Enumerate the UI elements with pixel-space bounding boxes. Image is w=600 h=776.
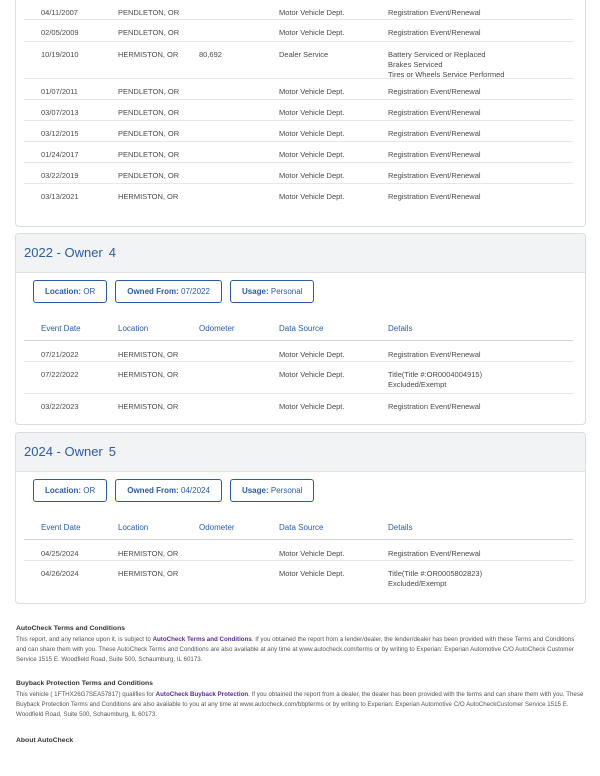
event-date-cell: 03/22/2019 <box>41 171 79 180</box>
details-line: Battery Serviced or Replaced <box>388 50 486 59</box>
table-row <box>24 561 573 593</box>
event-date-cell: 04/11/2007 <box>41 8 78 17</box>
owner-5-number: 5 <box>108 444 116 459</box>
event-date-cell: 01/24/2017 <box>41 150 79 159</box>
details-line: Tires or Wheels Service Performed <box>388 70 505 79</box>
details-line: Registration Event/Renewal <box>388 192 481 201</box>
location-cell: PENDLETON, OR <box>118 171 180 180</box>
data-source-cell: Motor Vehicle Dept. <box>279 108 345 117</box>
data-source-cell: Motor Vehicle Dept. <box>279 28 345 37</box>
table-row <box>24 79 573 100</box>
table-row <box>24 394 573 416</box>
buyback-terms-section <box>16 679 586 720</box>
location-cell: PENDLETON, OR <box>118 8 180 17</box>
owner-4-badges <box>33 280 314 303</box>
owner-4-number: 4 <box>108 245 116 260</box>
data-source-cell: Motor Vehicle Dept. <box>279 549 345 558</box>
details-line: Brakes Serviced <box>388 60 443 69</box>
owner-5-usage-badge: Usage: Personal <box>230 479 315 502</box>
data-source-cell: Dealer Service <box>279 50 329 59</box>
col-location: Location <box>118 523 149 532</box>
table-row <box>24 342 573 362</box>
owner-5-card <box>15 432 586 604</box>
details-line: Registration Event/Renewal <box>388 549 481 558</box>
owner-4-card <box>15 233 586 425</box>
owner-5-title: 2024 - Owner <box>24 444 103 459</box>
event-date-cell: 03/13/2021 <box>41 192 79 201</box>
col-details: Details <box>388 523 413 532</box>
details-line: Registration Event/Renewal <box>388 129 481 138</box>
autocheck-terms-text: This report, and any reliance upon it, is subject to AutoCheck Terms and Conditions. If you obtained the report from a lender/dealer, the lender/dealer has been provided with these Terms and Conditions and can share them with you. These AutoCheck Terms and Conditions are also available at any time at www.autocheck.com/terms or by writing to Experian: Experian Automotive C/O AutoCheck Customer Service 1515 E. Woodfield Road, Suite 500, Schaumburg, IL 60173. <box>16 636 575 663</box>
details-cell <box>388 129 588 139</box>
data-source-cell: Motor Vehicle Dept. <box>279 402 345 411</box>
about-autocheck-title: About AutoCheck <box>16 737 74 744</box>
details-line: Excluded/Exempt <box>388 579 447 588</box>
owner-5-header <box>16 433 585 472</box>
details-line: Registration Event/Renewal <box>388 28 481 37</box>
col-data-source: Data Source <box>279 324 324 333</box>
history-card-previous-owner <box>15 0 586 227</box>
details-line: Excluded/Exempt <box>388 380 447 389</box>
location-cell: PENDLETON, OR <box>118 87 180 96</box>
data-source-cell: Motor Vehicle Dept. <box>279 150 345 159</box>
table-row <box>24 42 573 79</box>
event-date-cell: 02/05/2009 <box>41 28 79 37</box>
owner-4-header <box>16 234 585 273</box>
event-date-cell: 01/07/2011 <box>41 87 78 96</box>
odometer-cell: 80,692 <box>199 50 222 59</box>
table-row <box>24 0 573 20</box>
event-date-cell: 07/22/2022 <box>41 370 79 379</box>
details-line: Title(Title #:OR0005802823) <box>388 569 483 578</box>
location-cell: HERMISTON, OR <box>118 402 179 411</box>
col-event-date: Event Date <box>41 523 81 532</box>
table-row <box>24 163 573 184</box>
event-date-cell: 10/19/2010 <box>41 50 79 59</box>
details-cell <box>388 569 588 589</box>
location-cell: PENDLETON, OR <box>118 108 180 117</box>
details-line: Registration Event/Renewal <box>388 108 481 117</box>
event-date-cell: 04/26/2024 <box>41 569 79 578</box>
location-cell: HERMISTON, OR <box>118 549 179 558</box>
location-cell: PENDLETON, OR <box>118 129 180 138</box>
details-cell <box>388 50 588 80</box>
data-source-cell: Motor Vehicle Dept. <box>279 87 345 96</box>
autocheck-terms-link[interactable]: AutoCheck Terms and Conditions <box>152 636 252 643</box>
event-date-cell: 03/22/2023 <box>41 402 79 411</box>
owner-4-owned-from-badge: Owned From: 07/2022 <box>115 280 222 303</box>
col-details: Details <box>388 324 413 333</box>
location-cell: HERMISTON, OR <box>118 370 179 379</box>
owner-5-table-header <box>24 512 573 540</box>
location-cell: HERMISTON, OR <box>118 569 179 578</box>
owner-4-table-header <box>24 313 573 341</box>
location-cell: HERMISTON, OR <box>118 350 179 359</box>
details-cell <box>388 28 588 38</box>
col-data-source: Data Source <box>279 523 324 532</box>
data-source-cell: Motor Vehicle Dept. <box>279 192 345 201</box>
details-line: Registration Event/Renewal <box>388 350 481 359</box>
event-date-cell: 03/12/2015 <box>41 129 79 138</box>
location-cell: HERMISTON, OR <box>118 50 179 59</box>
location-cell: HERMISTON, OR <box>118 192 179 201</box>
details-line: Registration Event/Renewal <box>388 87 481 96</box>
col-odometer: Odometer <box>199 523 235 532</box>
details-cell <box>388 402 588 412</box>
table-row <box>24 362 573 394</box>
data-source-cell: Motor Vehicle Dept. <box>279 171 345 180</box>
owner-5-badges <box>33 479 314 502</box>
details-cell <box>388 8 588 18</box>
owner-4-location-badge: Location: OR <box>33 280 107 303</box>
about-autocheck-section <box>16 736 586 747</box>
details-cell <box>388 108 588 118</box>
data-source-cell: Motor Vehicle Dept. <box>279 8 345 17</box>
owner-5-location-badge: Location: OR <box>33 479 107 502</box>
owner-4-title: 2022 - Owner <box>24 245 103 260</box>
details-line: Registration Event/Renewal <box>388 8 481 17</box>
buyback-protection-link[interactable]: AutoCheck Buyback Protection <box>155 691 249 698</box>
autocheck-terms-section <box>16 624 586 665</box>
details-cell <box>388 549 588 559</box>
owner-4-usage-badge: Usage: Personal <box>230 280 315 303</box>
details-cell <box>388 350 588 360</box>
owner-5-owned-from-badge: Owned From: 04/2024 <box>115 479 222 502</box>
table-row <box>24 142 573 163</box>
col-event-date: Event Date <box>41 324 81 333</box>
event-date-cell: 04/25/2024 <box>41 549 79 558</box>
data-source-cell: Motor Vehicle Dept. <box>279 350 345 359</box>
details-cell <box>388 370 588 390</box>
event-date-cell: 07/21/2022 <box>41 350 79 359</box>
data-source-cell: Motor Vehicle Dept. <box>279 569 345 578</box>
details-line: Registration Event/Renewal <box>388 171 481 180</box>
details-cell <box>388 87 588 97</box>
col-location: Location <box>118 324 149 333</box>
location-cell: PENDLETON, OR <box>118 150 180 159</box>
table-row <box>24 184 573 204</box>
autocheck-terms-title: AutoCheck Terms and Conditions <box>16 625 126 632</box>
details-cell <box>388 171 588 181</box>
location-cell: PENDLETON, OR <box>118 28 180 37</box>
table-row <box>24 121 573 142</box>
details-line: Registration Event/Renewal <box>388 150 481 159</box>
table-row <box>24 100 573 121</box>
details-cell <box>388 150 588 160</box>
details-line: Registration Event/Renewal <box>388 402 481 411</box>
event-date-cell: 03/07/2013 <box>41 108 79 117</box>
data-source-cell: Motor Vehicle Dept. <box>279 370 345 379</box>
col-odometer: Odometer <box>199 324 235 333</box>
table-row <box>24 20 573 42</box>
buyback-terms-title: Buyback Protection Terms and Conditions <box>16 680 153 687</box>
buyback-terms-text: This vehicle ( 1FTHX26G7SEA57817) qualifies for AutoCheck Buyback Protection. If you obtained the report from a dealer, the dealer has been provided with the terms and can share them with you. These Buyback Protection Terms and Conditions are also available to you at any time at www.autocheck.com/bbpterms or by writing to Experian: Experian Automotive C/O AutoCheckCustomer Service 1515 E. Woodfield Road, Suite 500, Schaumburg, IL 60173. <box>16 691 584 718</box>
table-row <box>24 541 573 561</box>
details-line: Title(Title #:OR0004004915) <box>388 370 483 379</box>
details-cell <box>388 192 588 202</box>
data-source-cell: Motor Vehicle Dept. <box>279 129 345 138</box>
